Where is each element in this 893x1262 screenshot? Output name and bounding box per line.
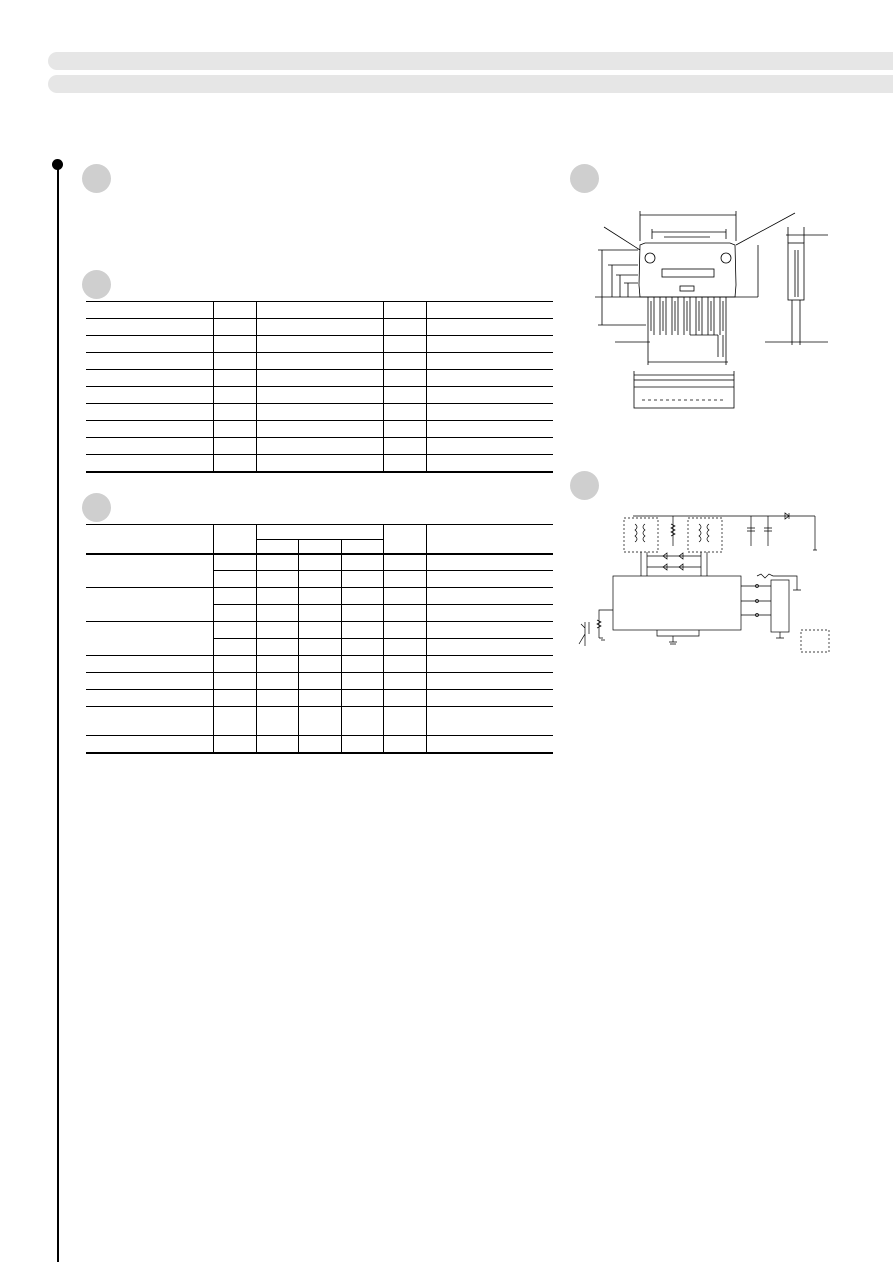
margin-rule-dot	[52, 159, 63, 170]
section-circuit-marker	[570, 471, 599, 500]
table-row	[86, 421, 553, 438]
electrical-table	[86, 524, 553, 754]
header-band-bottom	[48, 75, 893, 93]
table-row	[86, 736, 553, 753]
section-electrical-marker	[82, 493, 111, 522]
table-row	[86, 554, 553, 571]
table-row	[86, 353, 553, 370]
table-row	[86, 455, 553, 472]
section-ratings-marker	[82, 270, 111, 299]
table-row	[86, 438, 553, 455]
table-row	[86, 588, 553, 605]
table-row	[86, 656, 553, 673]
table-row	[86, 319, 553, 336]
table-row	[86, 370, 553, 387]
section-features-marker	[82, 164, 111, 193]
table-row	[86, 404, 553, 421]
ratings-table	[86, 301, 553, 473]
table-row	[86, 387, 553, 404]
application-circuit-drawing	[575, 510, 835, 680]
table-row	[86, 622, 553, 639]
section-outline-marker	[570, 164, 599, 193]
table-row	[86, 707, 553, 736]
package-outline-drawing	[590, 205, 835, 410]
table-row	[86, 336, 553, 353]
table-row	[86, 690, 553, 707]
header-band-top	[48, 52, 893, 70]
table-row	[86, 302, 553, 319]
table-row	[86, 673, 553, 690]
margin-rule	[57, 164, 59, 1262]
table-header-row	[86, 525, 553, 540]
